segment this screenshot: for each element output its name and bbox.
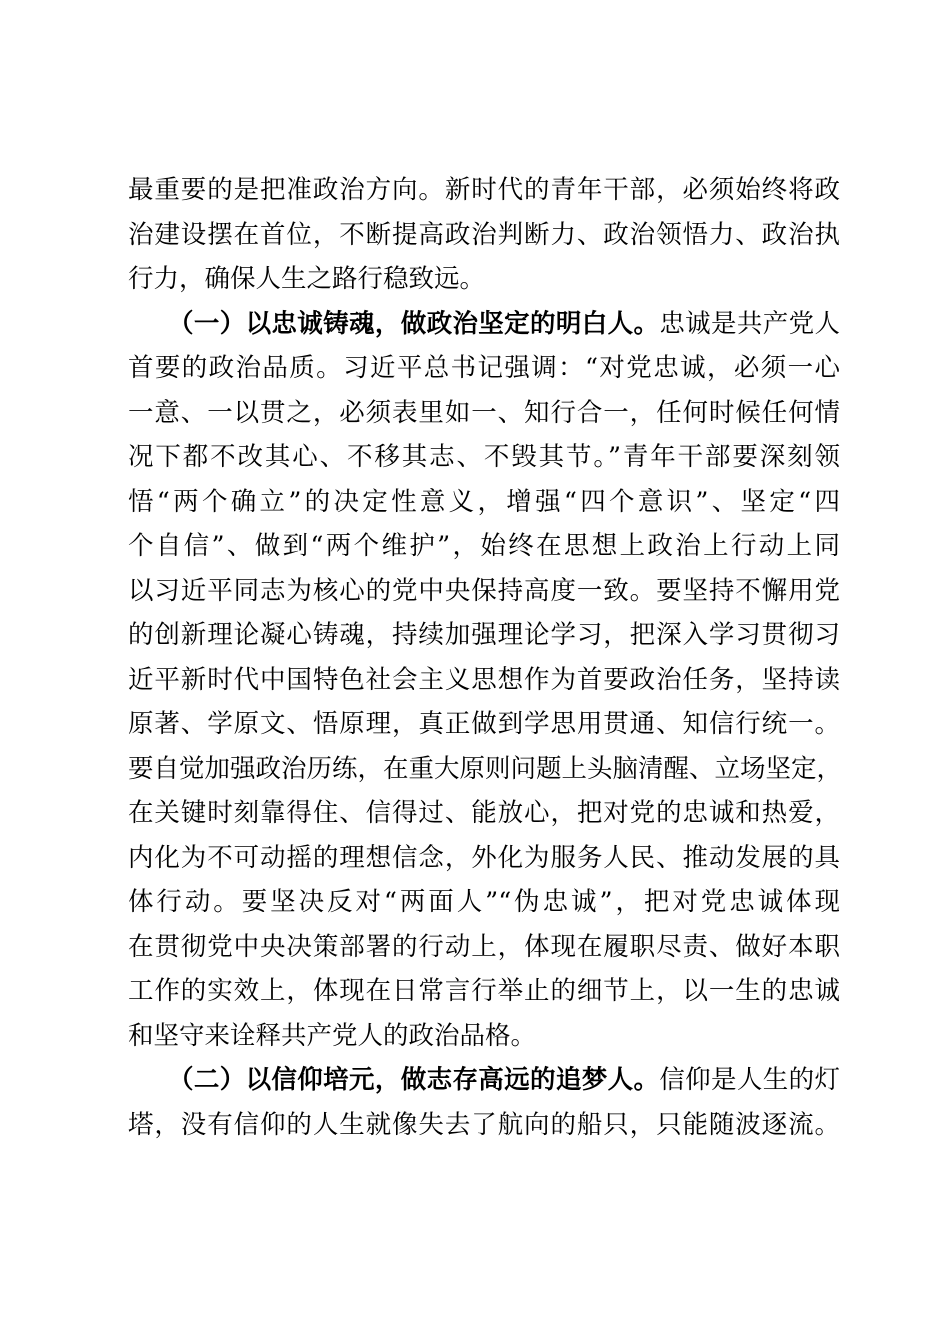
text-line: 的创新理论凝心铸魂，持续加强理论学习，把深入学习贯彻习 [128,620,840,650]
text-line: 一意、一以贯之，必须表里如一、知行合一，任何时候任何情 [128,397,840,428]
text-line: 和坚守来诠释共产党人的政治品格。 [128,1020,537,1051]
section-heading-line [128,302,840,347]
text-run: 忠诚是共产党人 [659,308,840,339]
text-line: 在关键时刻靠得住、信得过、能放心，把对党的忠诚和热爱， [128,798,840,828]
text-line: 悟“两个确立”的决定性意义，增强“四个意识”、坚定“四 [128,486,840,517]
text-line: 个自信”、做到“两个维护”，始终在思想上政治上行动上同 [128,531,840,561]
text-line: 近平新时代中国特色社会主义思想作为首要政治任务，坚持读 [128,664,840,695]
text-line: 最重要的是把准政治方向。新时代的青年干部，必须始终将政 [128,175,840,205]
section-heading: （一）以忠诚铸魂，做政治坚定的明白人。 [168,308,660,339]
text-line: 况下都不改其心、不移其志、不毁其节。”青年干部要深刻领 [128,442,840,472]
text-line: 内化为不可动摇的理想信念，外化为服务人民、推动发展的具 [128,842,840,873]
text-line: 原著、学原文、悟原理，真正做到学思用贯通、知信行统一。 [128,709,840,739]
text-line: 行力，确保人生之路行稳致远。 [128,264,486,294]
text-line: 要自觉加强政治历练，在重大原则问题上头脑清醒、立场坚定， [128,753,843,784]
text-line: 治建设摆在首位，不断提高政治判断力、政治领悟力、政治执 [128,219,840,250]
text-line: 在贯彻党中央决策部署的行动上，体现在履职尽责、做好本职 [128,931,840,962]
section-heading: （二）以信仰培元，做志存高远的追梦人。 [168,1065,660,1095]
document-body [128,168,843,1147]
section-heading-line [128,1058,840,1103]
text-line: 工作的实效上，体现在日常言行举止的细节上，以一生的忠诚 [128,976,840,1006]
text-line: 以习近平同志为核心的党中央保持高度一致。要坚持不懈用党 [128,575,840,606]
text-line: 首要的政治品质。习近平总书记强调：“对党忠诚，必须一心 [128,353,840,383]
text-line: 体行动。要坚决反对“两面人”“伪忠诚”，把对党忠诚体现 [128,887,840,917]
text-line: 塔，没有信仰的人生就像失去了航向的船只，只能随波逐流。 [128,1109,840,1140]
text-run: 信仰是人生的灯 [659,1065,840,1095]
